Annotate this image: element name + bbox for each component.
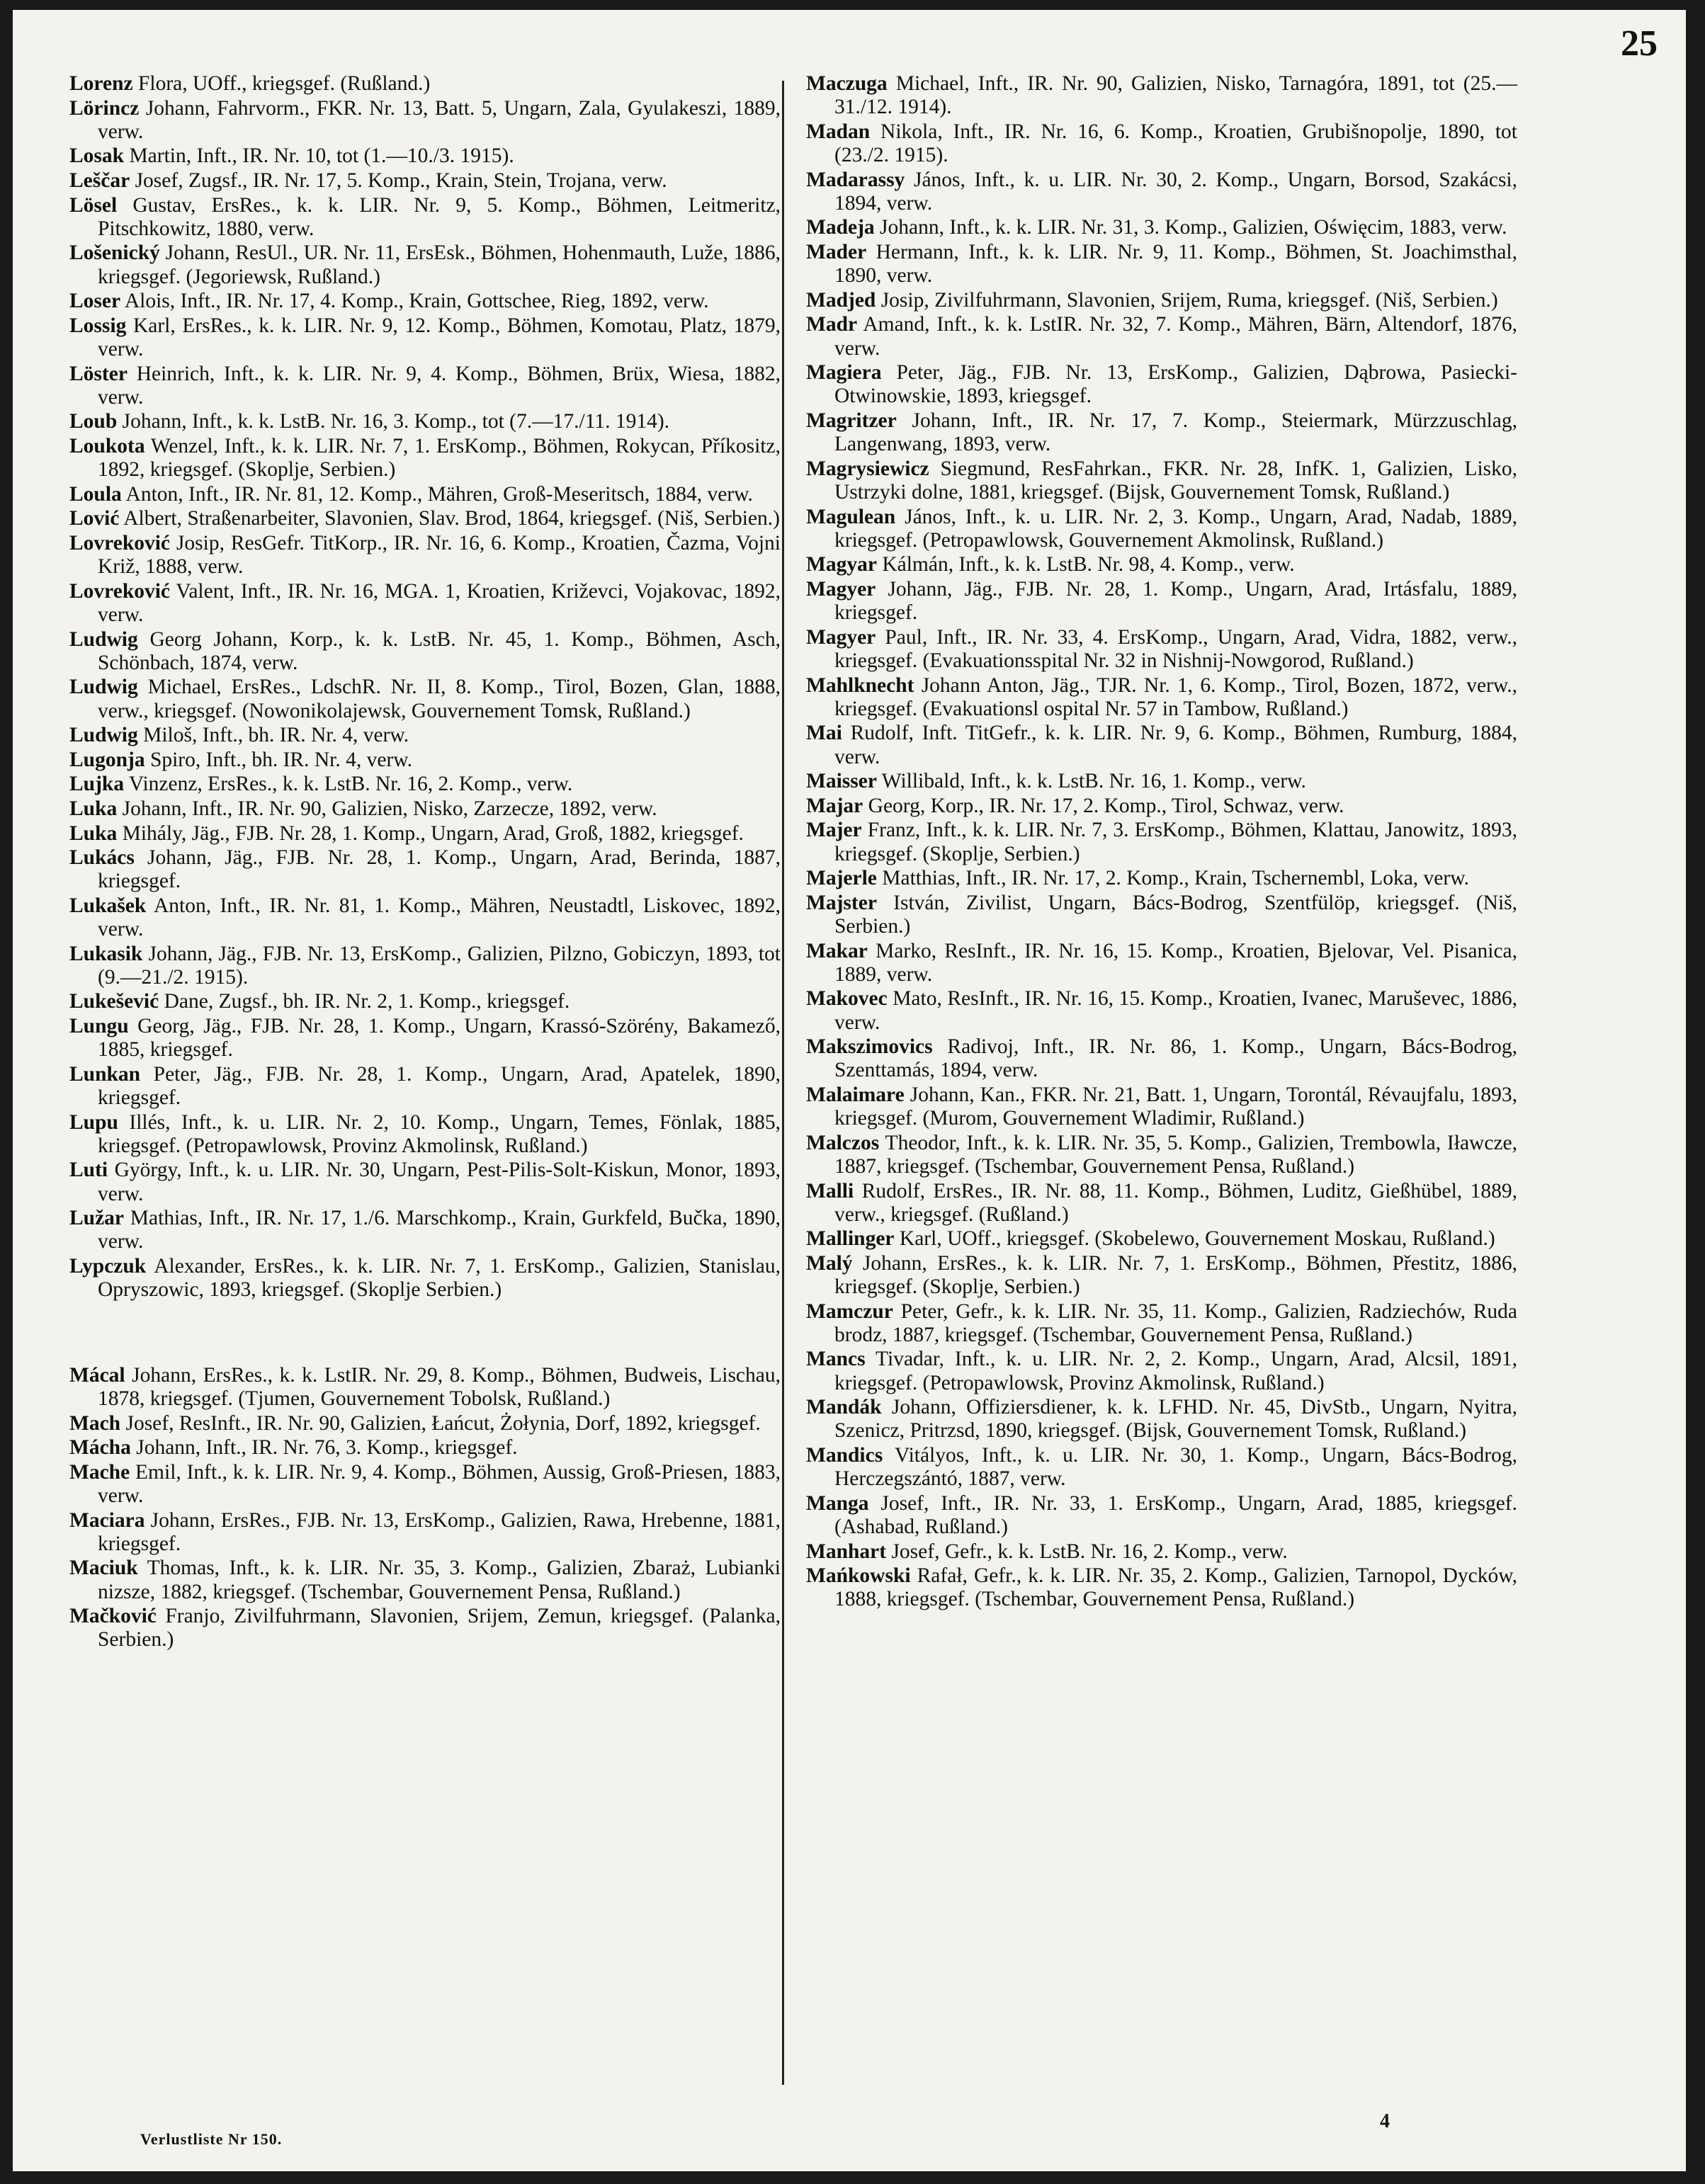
entry-surname: Maczuga xyxy=(806,72,888,95)
list-entry xyxy=(806,1300,1517,1347)
list-entry xyxy=(69,1063,781,1110)
entry-surname: Magulean xyxy=(806,505,896,528)
entry-details: Valent, Inft., IR. Nr. 16, MGA. 1, Kroatien, Križevci, Vojakovac, 1892, verw. xyxy=(98,579,781,626)
page-number: 25 xyxy=(1621,23,1658,64)
entry-surname: Madjed xyxy=(806,288,876,312)
entry-surname: Lužar xyxy=(69,1207,125,1230)
entry-details: Josef, Gefr., k. k. LstB. Nr. 16, 2. Komp., verw. xyxy=(891,1540,1288,1563)
entry-details: Nikola, Inft., IR. Nr. 16, 6. Komp., Kroatien, Grubišnopolje, 1890, tot (23./2. 1915). xyxy=(834,120,1518,166)
list-entry xyxy=(806,674,1517,721)
list-entry xyxy=(69,532,781,579)
entry-details: János, Inft., k. u. LIR. Nr. 30, 2. Komp., Ungarn, Borsod, Szakácsi, 1894, verw. xyxy=(834,168,1517,215)
entry-surname: Mai xyxy=(806,722,842,745)
entry-surname: Lukasik xyxy=(69,942,143,965)
entry-surname: Malczos xyxy=(806,1131,880,1154)
entry-surname: Luti xyxy=(69,1159,108,1182)
entry-details: Rudolf, ErsRes., IR. Nr. 88, 11. Komp., Böhmen, Luditz, Gießhübel, 1889, verw., kriegsgef. (Rußland.) xyxy=(834,1179,1518,1226)
entry-details: Johann, ResUl., UR. Nr. 11, ErsEsk., Böhmen, Hohenmauth, Luže, 1886, kriegsgef. (Jegoriewsk, Rußland.) xyxy=(98,241,781,288)
entry-details: Paul, Inft., IR. Nr. 33, 4. ErsKomp., Ungarn, Arad, Vidra, 1882, verw., kriegsgef. (Evakuationsspital Nr. 32 in Nishnij-Nowgorod, Rußland.) xyxy=(834,625,1517,672)
list-entry xyxy=(69,1605,781,1651)
entry-surname: Malaimare xyxy=(806,1083,905,1106)
list-entry xyxy=(69,1207,781,1253)
list-entry xyxy=(69,1436,781,1460)
entry-details: Johann, Inft., k. k. LstB. Nr. 16, 3. Komp., tot (7.—17./11. 1914). xyxy=(122,410,670,433)
entry-surname: Magyer xyxy=(806,577,876,601)
list-entry xyxy=(806,289,1517,312)
entry-surname: Malý xyxy=(806,1251,853,1275)
entry-details: Tivadar, Inft., k. u. LIR. Nr. 2, 2. Komp., Ungarn, Arad, Alcsil, 1891, kriegsgef. (Petropawlowsk, Provinz Akmolinsk, Rußland.) xyxy=(834,1348,1517,1394)
entry-surname: Magritzer xyxy=(806,409,897,432)
list-entry xyxy=(69,846,781,893)
list-entry xyxy=(69,822,781,846)
entry-details: Franjo, Zivilfuhrmann, Slavonien, Srijem, Zemun, kriegsgef. (Palanka, Serbien.) xyxy=(98,1605,781,1651)
entry-surname: Mallinger xyxy=(806,1227,895,1251)
entry-surname: Mache xyxy=(69,1460,130,1484)
document-page xyxy=(13,10,1686,2171)
list-entry xyxy=(69,483,781,506)
entry-surname: Magyer xyxy=(806,625,876,649)
list-entry xyxy=(69,894,781,941)
list-entry xyxy=(69,169,781,193)
entry-details: Josef, Zugsf., IR. Nr. 17, 5. Komp., Krain, Stein, Trojana, verw. xyxy=(135,169,667,192)
list-entry xyxy=(806,1035,1517,1082)
entry-surname: Lungu xyxy=(69,1015,129,1038)
entry-details: Vinzenz, ErsRes., k. k. LstB. Nr. 16, 2. Komp., verw. xyxy=(128,773,573,796)
entry-details: Johann, Kan., FKR. Nr. 21, Batt. 1, Ungarn, Torontál, Révaujfalu, 1893, kriegsgef. (Murom, Gouvernement Wladimir, Rußland.) xyxy=(834,1083,1518,1130)
list-entry xyxy=(806,553,1517,576)
entry-details: Johann, Inft., k. k. LIR. Nr. 31, 3. Komp., Galizien, Oświęcim, 1883, verw. xyxy=(880,216,1507,239)
entry-surname: Mácal xyxy=(69,1363,125,1387)
entry-surname: Majar xyxy=(806,794,863,817)
list-entry xyxy=(69,1509,781,1556)
list-entry xyxy=(806,241,1517,288)
entry-surname: Lossig xyxy=(69,314,127,337)
entry-surname: Mačković xyxy=(69,1605,157,1628)
entry-details: Anton, Inft., IR. Nr. 81, 1. Komp., Mähren, Neustadtl, Liskovec, 1892, verw. xyxy=(98,894,781,941)
entry-surname: Lošenický xyxy=(69,241,160,265)
entry-details: Dane, Zugsf., bh. IR. Nr. 2, 1. Komp., kriegsgef. xyxy=(164,990,570,1013)
list-entry xyxy=(806,940,1517,986)
entry-surname: Lunkan xyxy=(69,1062,141,1086)
entry-details: Willibald, Inft., k. k. LstB. Nr. 16, 1. Komp., verw. xyxy=(881,770,1306,793)
list-entry xyxy=(806,72,1517,119)
entry-details: Anton, Inft., IR. Nr. 81, 12. Komp., Mähren, Groß-Meseritsch, 1884, verw. xyxy=(125,482,753,506)
list-entry xyxy=(806,1564,1517,1611)
entry-surname: Manhart xyxy=(806,1540,887,1563)
entry-details: Josef, Inft., IR. Nr. 33, 1. ErsKomp., Ungarn, Arad, 1885, kriegsgef. (Ashabad, Rußland.) xyxy=(834,1491,1518,1539)
entry-details: Marko, ResInft., IR. Nr. 16, 15. Komp., Kroatien, Bjelovar, Vel. Pisanica, 1889, verw. xyxy=(834,939,1517,986)
entry-surname: Loser xyxy=(69,290,121,313)
entry-details: Miloš, Inft., bh. IR. Nr. 4, verw. xyxy=(143,724,409,747)
entry-details: Spiro, Inft., bh. IR. Nr. 4, verw. xyxy=(149,748,413,771)
entry-surname: Löster xyxy=(69,362,128,385)
entry-details: Wenzel, Inft., k. k. LIR. Nr. 7, 1. ErsKomp., Böhmen, Rokycan, Příkositz, 1892, kriegsgef. (Skoplje, Serbien.) xyxy=(98,434,781,482)
entry-details: Johann, ErsRes., k. k. LstIR. Nr. 29, 8. Komp., Böhmen, Budweis, Lischau, 1878, kriegsgef. (Tjumen, Gouvernement Tobolsk, Rußland.) xyxy=(98,1363,781,1411)
entry-details: Peter, Jäg., FJB. Nr. 28, 1. Komp., Ungarn, Arad, Apatelek, 1890, kriegsgef. xyxy=(98,1062,781,1110)
entry-details: Flora, UOff., kriegsgef. (Rußland.) xyxy=(137,72,431,95)
list-entry xyxy=(69,580,781,627)
list-entry xyxy=(806,120,1517,167)
entry-surname: Ludwig xyxy=(69,724,138,747)
entry-surname: Mandák xyxy=(806,1396,882,1419)
entry-surname: Maciara xyxy=(69,1508,145,1532)
entry-surname: Loukota xyxy=(69,434,145,457)
entry-details: Georg Johann, Korp., k. k. LstB. Nr. 45, 1. Komp., Böhmen, Asch, Schönbach, 1874, verw. xyxy=(98,627,781,674)
entry-surname: Luka xyxy=(69,821,118,845)
entry-surname: Losak xyxy=(69,144,125,168)
entry-details: Rafał, Gefr., k. k. LIR. Nr. 35, 2. Komp., Galizien, Tarnopol, Dycków, 1888, kriegsgef. (Tschembar, Gouvernement Pensa, Rußland.) xyxy=(834,1564,1517,1611)
entry-surname: Mancs xyxy=(806,1348,866,1371)
list-entry xyxy=(806,313,1517,360)
column-divider xyxy=(782,81,784,2085)
list-entry xyxy=(69,1159,781,1205)
entry-details: Johann, Inft., IR. Nr. 76, 3. Komp., kriegsgef. xyxy=(136,1436,518,1460)
list-entry xyxy=(806,1180,1517,1227)
list-entry xyxy=(69,773,781,796)
entry-details: Mato, ResInft., IR. Nr. 16, 15. Komp., Kroatien, Ivanec, Maruševec, 1886, verw. xyxy=(834,987,1518,1034)
list-entry xyxy=(69,1255,781,1302)
list-entry xyxy=(806,722,1517,768)
list-entry xyxy=(69,676,781,722)
list-entry xyxy=(806,506,1517,552)
entry-details: Michael, Inft., IR. Nr. 90, Galizien, Nisko, Tarnagóra, 1891, tot (25.—31./12. 1914). xyxy=(834,72,1517,119)
entry-details: Karl, UOff., kriegsgef. (Skobelewo, Gouvernement Moskau, Rußland.) xyxy=(899,1227,1495,1251)
list-entry xyxy=(806,169,1517,215)
entry-surname: Majer xyxy=(806,819,862,842)
list-entry xyxy=(69,1111,781,1158)
list-entry xyxy=(69,797,781,821)
entry-surname: Lupu xyxy=(69,1110,118,1134)
list-entry xyxy=(806,1540,1517,1564)
entry-surname: Mahlknecht xyxy=(806,673,914,697)
list-entry xyxy=(69,749,781,772)
entry-details: Johann, ErsRes., FJB. Nr. 13, ErsKomp., Galizien, Rawa, Hrebenne, 1881, kriegsgef. xyxy=(98,1508,781,1555)
list-entry xyxy=(69,724,781,747)
entry-details: Franz, Inft., k. k. LIR. Nr. 7, 3. ErsKomp., Böhmen, Klattau, Janowitz, 1893, kriegsgef. (Skoplje, Serbien.) xyxy=(834,819,1518,865)
list-entry xyxy=(69,1461,781,1508)
entry-surname: Ludwig xyxy=(69,676,138,699)
entry-details: Vitályos, Inft., k. u. LIR. Nr. 30, 1. Komp., Ungarn, Bács-Bodrog, Herczegszántó, 1887, verw. xyxy=(834,1444,1518,1491)
list-entry xyxy=(69,943,781,989)
entry-details: Michael, ErsRes., LdschR. Nr. II, 8. Komp., Tirol, Bozen, Glan, 1888, verw., kriegsgef. (Nowonikolajewsk, Gouvernement Tomsk, Rußland.) xyxy=(98,676,781,722)
entry-details: Johann, Fahrvorm., FKR. Nr. 13, Batt. 5, Ungarn, Zala, Gyulakeszi, 1889, verw. xyxy=(98,96,781,143)
list-entry xyxy=(69,1015,781,1062)
entry-surname: Lukašek xyxy=(69,894,147,917)
list-entry xyxy=(69,144,781,168)
entry-details: Georg, Korp., IR. Nr. 17, 2. Komp., Tirol, Schwaz, verw. xyxy=(868,794,1344,817)
entry-details: Amand, Inft., k. k. LstIR. Nr. 32, 7. Komp., Mähren, Bärn, Altendorf, 1876, verw. xyxy=(834,313,1517,360)
entry-details: Johann, Inft., IR. Nr. 90, Galizien, Nisko, Zarzecze, 1892, verw. xyxy=(122,797,657,820)
list-entry xyxy=(69,241,781,288)
entry-details: János, Inft., k. u. LIR. Nr. 2, 3. Komp., Ungarn, Arad, Nadab, 1889, kriegsgef. (Petropawlowsk, Gouvernement Akmolinsk, Rußland.) xyxy=(834,505,1517,552)
entry-details: Johann, ErsRes., k. k. LIR. Nr. 7, 1. ErsKomp., Böhmen, Přestitz, 1886, kriegsgef. (Skoplje, Serbien.) xyxy=(834,1251,1517,1299)
list-entry xyxy=(69,628,781,675)
entry-details: Peter, Gefr., k. k. LIR. Nr. 35, 11. Komp., Galizien, Radziechów, Ruda brodz, 1887, kriegsgef. (Tschembar, Gouvernement Pensa, Rußland.) xyxy=(834,1299,1517,1346)
list-entry xyxy=(806,626,1517,673)
list-entry xyxy=(806,795,1517,818)
list-entry xyxy=(69,990,781,1013)
entry-surname: Lukács xyxy=(69,846,135,870)
entry-details: Johann, Jäg., FJB. Nr. 13, ErsKomp., Galizien, Pilzno, Gobiczyn, 1893, tot (9.—21./2. 1915). xyxy=(98,942,781,989)
list-entry xyxy=(806,987,1517,1034)
entry-surname: Loub xyxy=(69,410,118,433)
list-entry xyxy=(806,819,1517,865)
entry-surname: Madarassy xyxy=(806,168,905,191)
entry-details: Johann Anton, Jäg., TJR. Nr. 1, 6. Komp., Tirol, Bozen, 1872, verw., kriegsgef. (Evakuationsl ospital Nr. 57 in Tambow, Rußland.) xyxy=(834,673,1518,720)
entry-surname: Lukešević xyxy=(69,990,159,1013)
entry-details: Johann, Offiziersdiener, k. k. LFHD. Nr. 45, DivStb., Ungarn, Nyitra, Szenicz, Pritrzsd, 1890, kriegsgef. (Bijsk, Gouvernement Tomsk, Rußland.) xyxy=(834,1396,1518,1443)
entry-surname: Makszimovics xyxy=(806,1035,933,1059)
entry-surname: Mandics xyxy=(806,1444,883,1467)
footer-list-number: Verlustliste Nr 150. xyxy=(140,2130,283,2148)
section-gap xyxy=(69,1303,781,1364)
list-entry xyxy=(69,314,781,361)
list-entry xyxy=(806,361,1517,408)
entry-surname: Malli xyxy=(806,1179,854,1202)
entry-details: Gustav, ErsRes., k. k. LIR. Nr. 9, 5. Komp., Böhmen, Leitmeritz, Pitschkowitz, 1880, verw. xyxy=(98,193,781,240)
list-entry xyxy=(806,892,1517,938)
entry-details: Alois, Inft., IR. Nr. 17, 4. Komp., Krain, Gottschee, Rieg, 1892, verw. xyxy=(124,290,709,313)
list-entry xyxy=(69,363,781,409)
entry-details: Martin, Inft., IR. Nr. 10, tot (1.—10./3. 1915). xyxy=(129,144,514,168)
entry-details: Theodor, Inft., k. k. LIR. Nr. 35, 5. Komp., Galizien, Trembowla, Iławcze, 1887, kriegsgef. (Tschembar, Gouvernement Pensa, Rußland.) xyxy=(834,1131,1518,1178)
entry-details: Siegmund, ResFahrkan., FKR. Nr. 28, InfK. 1, Galizien, Lisko, Ustrzyki dolne, 1881, kriegsgef. (Bijsk, Gouvernement Tomsk, Rußland.) xyxy=(834,457,1517,504)
entry-surname: Mach xyxy=(69,1411,121,1435)
list-entry xyxy=(806,457,1517,504)
entry-surname: Lovreković xyxy=(69,531,171,554)
entry-details: Georg, Jäg., FJB. Nr. 28, 1. Komp., Ungarn, Krassó-Szörény, Bakamező, 1885, kriegsgef. xyxy=(98,1015,781,1062)
entry-details: Josip, Zivilfuhrmann, Slavonien, Srijem, Ruma, kriegsgef. (Niš, Serbien.) xyxy=(880,288,1498,312)
entry-details: György, Inft., k. u. LIR. Nr. 30, Ungarn, Pest-Pilis-Solt-Kiskun, Monor, 1893, verw. xyxy=(98,1159,781,1205)
list-entry xyxy=(69,97,781,144)
list-entry xyxy=(806,1444,1517,1491)
signature-mark: 4 xyxy=(1380,2110,1390,2132)
entry-details: Josef, ResInft., IR. Nr. 90, Galizien, Łańcut, Żołynia, Dorf, 1892, kriegsgef. xyxy=(125,1411,761,1435)
entry-surname: Lypczuk xyxy=(69,1255,147,1278)
list-entry xyxy=(806,867,1517,890)
list-entry xyxy=(69,72,781,96)
entry-surname: Loula xyxy=(69,482,122,506)
list-entry xyxy=(806,1252,1517,1299)
entry-surname: Madan xyxy=(806,120,871,143)
entry-details: Mathias, Inft., IR. Nr. 17, 1./6. Marschkomp., Krain, Gurkfeld, Bučka, 1890, verw. xyxy=(98,1207,781,1253)
entry-details: Matthias, Inft., IR. Nr. 17, 2. Komp., Krain, Tschernembl, Loka, verw. xyxy=(882,867,1469,890)
list-entry xyxy=(806,216,1517,239)
entry-surname: Majster xyxy=(806,891,877,914)
list-entry xyxy=(69,1364,781,1411)
entry-surname: Lujka xyxy=(69,773,125,796)
list-entry xyxy=(806,409,1517,456)
entry-surname: Magrysiewicz xyxy=(806,457,929,480)
entry-surname: Mamczur xyxy=(806,1299,893,1323)
list-entry xyxy=(806,1132,1517,1178)
list-entry xyxy=(806,1227,1517,1251)
entry-details: Karl, ErsRes., k. k. LIR. Nr. 9, 12. Komp., Böhmen, Komotau, Platz, 1879, verw. xyxy=(98,314,781,360)
list-entry xyxy=(806,1396,1517,1443)
list-entry xyxy=(806,578,1517,625)
entry-surname: Maciuk xyxy=(69,1557,138,1580)
entry-surname: Ludwig xyxy=(69,627,138,651)
entry-details: Johann, Inft., IR. Nr. 17, 7. Komp., Steiermark, Mürzzuschlag, Langenwang, 1893, verw. xyxy=(834,409,1517,456)
list-entry xyxy=(69,410,781,433)
entry-details: Rudolf, Inft. TitGefr., k. k. LIR. Nr. 9, 6. Komp., Böhmen, Rumburg, 1884, verw. xyxy=(834,722,1517,768)
entry-surname: Magyar xyxy=(806,553,877,576)
entry-surname: Lorenz xyxy=(69,72,133,95)
entry-details: Illés, Inft., k. u. LIR. Nr. 2, 10. Komp., Ungarn, Temes, Fönlak, 1885, kriegsgef. (Petropawlowsk, Provinz Akmolinsk, Rußland.) xyxy=(98,1110,781,1157)
list-entry xyxy=(806,1084,1517,1130)
entry-details: István, Zivilist, Ungarn, Bács-Bodrog, Szentfülöp, kriegsgef. (Niš, Serbien.) xyxy=(834,891,1517,938)
entry-surname: Madeja xyxy=(806,216,875,239)
entry-details: Albert, Straßenarbeiter, Slavonien, Slav. Brod, 1864, kriegsgef. (Niš, Serbien.) xyxy=(123,507,780,530)
list-entry xyxy=(806,1492,1517,1539)
entry-details: Heinrich, Inft., k. k. LIR. Nr. 9, 4. Komp., Böhmen, Brüx, Wiesa, 1882, verw. xyxy=(98,362,781,409)
entry-details: Alexander, ErsRes., k. k. LIR. Nr. 7, 1. ErsKomp., Galizien, Stanislau, Opryszowic, 1893, kriegsgef. (Skoplje Serbien.) xyxy=(98,1255,781,1302)
list-entry xyxy=(69,507,781,530)
list-entry xyxy=(69,1557,781,1603)
list-entry xyxy=(69,435,781,482)
entry-surname: Leščar xyxy=(69,169,130,192)
entry-details: Radivoj, Inft., IR. Nr. 86, 1. Komp., Ungarn, Bács-Bodrog, Szenttamás, 1894, verw. xyxy=(834,1035,1517,1082)
entry-surname: Lović xyxy=(69,507,120,530)
entry-details: Hermann, Inft., k. k. LIR. Nr. 9, 11. Komp., Böhmen, St. Joachimsthal, 1890, verw. xyxy=(834,240,1518,288)
entry-details: Johann, Jäg., FJB. Nr. 28, 1. Komp., Ungarn, Arad, Irtásfalu, 1889, kriegsgef. xyxy=(834,577,1518,625)
entry-surname: Luka xyxy=(69,797,118,820)
entry-surname: Lugonja xyxy=(69,748,145,771)
entry-details: Mihály, Jäg., FJB. Nr. 28, 1. Komp., Ungarn, Arad, Groß, 1882, kriegsgef. xyxy=(122,821,744,845)
left-column xyxy=(69,72,781,1653)
entry-details: Johann, Jäg., FJB. Nr. 28, 1. Komp., Ungarn, Arad, Berinda, 1887, kriegsgef. xyxy=(98,846,781,893)
list-entry xyxy=(806,770,1517,793)
entry-details: Kálmán, Inft., k. k. LstB. Nr. 98, 4. Komp., verw. xyxy=(882,553,1295,576)
entry-surname: Mańkowski xyxy=(806,1564,911,1588)
entry-surname: Mácha xyxy=(69,1436,131,1460)
entry-details: Peter, Jäg., FJB. Nr. 13, ErsKomp., Galizien, Dąbrowa, Pasiecki-Otwinowskie, 1893, kriegsgef. xyxy=(834,361,1517,408)
right-column xyxy=(806,72,1517,1613)
entry-surname: Lörincz xyxy=(69,96,140,120)
entry-details: Emil, Inft., k. k. LIR. Nr. 9, 4. Komp., Böhmen, Aussig, Groß-Priesen, 1883, verw. xyxy=(98,1460,781,1508)
entry-surname: Makovec xyxy=(806,987,888,1011)
list-entry xyxy=(806,1348,1517,1394)
list-entry xyxy=(69,290,781,313)
entry-surname: Manga xyxy=(806,1491,869,1515)
list-entry xyxy=(69,1412,781,1435)
entry-surname: Madr xyxy=(806,313,858,336)
entry-surname: Magiera xyxy=(806,361,882,385)
entry-details: Thomas, Inft., k. k. LIR. Nr. 35, 3. Komp., Galizien, Zbaraż, Lubianki nizsze, 1882, kriegsgef. (Tschembar, Gouvernement Pensa, Rußland.) xyxy=(98,1557,781,1603)
entry-surname: Makar xyxy=(806,939,868,962)
entry-details: Josip, ResGefr. TitKorp., IR. Nr. 16, 6. Komp., Kroatien, Čazma, Vojni Križ, 1888, verw. xyxy=(98,531,781,579)
entry-surname: Mader xyxy=(806,240,867,263)
list-entry xyxy=(69,194,781,241)
entry-surname: Maisser xyxy=(806,770,877,793)
entry-surname: Majerle xyxy=(806,867,877,890)
entry-surname: Lösel xyxy=(69,193,118,217)
entry-surname: Lovreković xyxy=(69,579,171,603)
